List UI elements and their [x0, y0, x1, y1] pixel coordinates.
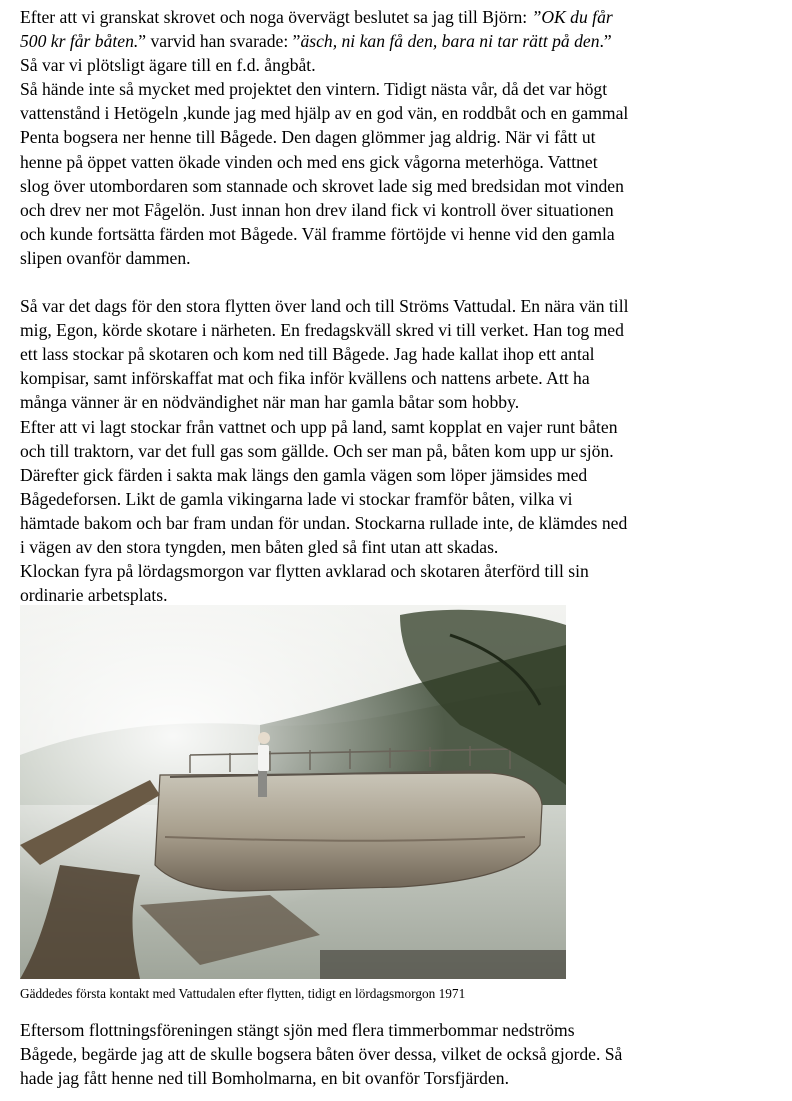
- text-line: Eftersom flottningsföreningen stängt sjön med flera timmerbommar nedströms: [20, 1020, 575, 1040]
- text-line: Så var det dags för den stora flytten över land och till Ströms Vattudal. En nära vän till: [20, 296, 629, 317]
- boat-photo: [20, 605, 566, 979]
- quote-italic: 500 kr får båten.: [20, 31, 139, 52]
- page-bottom: [20, 1018, 780, 1090]
- quote-italic: ”OK du får: [531, 7, 613, 27]
- photo-caption: Gäddedes första kontakt med Vattudalen efter flytten, tidigt en lördagsmorgon 1971: [20, 986, 466, 1001]
- text-line: ordinarie arbetsplats.: [20, 585, 168, 606]
- text-line: hämtade bakom och bar fram undan för undan. Stockarna rullade inte, de klämdes ned: [20, 512, 628, 533]
- text-line: hade jag fått henne ned till Bomholmarna, en bit ovanför Torsfjärden.: [20, 1068, 509, 1089]
- text-line: Så hände inte så mycket med projektet den vintern. Tidigt nästa vår, då det var högt: [20, 79, 608, 100]
- boat-photo-image: [20, 605, 566, 979]
- text-line: henne på öppet vatten ökade vinden och med ens gick vågorna meterhöga. Vattnet: [20, 151, 598, 172]
- text-line: ett lass stockar på skotaren och kom ned till Bågede. Jag hade kallat ihop ett antal: [20, 344, 595, 365]
- text-line: vattenstånd i Hetögeln ,kunde jag med hjälp av en god vän, en roddbåt och en gammal: [20, 103, 629, 124]
- text-line: Efter att vi lagt stockar från vattnet och upp på land, samt kopplat en vajer runt båten: [20, 416, 618, 437]
- text-line: Bågede, begärde jag att de skulle bogsera båten över dessa, vilket de också gjorde. Så: [20, 1044, 623, 1065]
- text-line: Klockan fyra på lördagsmorgon var flytten avklarad och skotaren återförd till sin: [20, 561, 589, 582]
- text-run: Efter att vi granskat skrovet och noga övervägt beslutet sa jag till Björn:: [20, 7, 532, 27]
- quote-italic: äsch, ni kan få den, bara ni tar rätt på den: [300, 31, 600, 52]
- text-line: och drev ner mot Fågelön. Just innan hon drev iland fick vi kontroll över situationen: [20, 199, 614, 220]
- text-line: kompisar, samt införskaffat mat och fika inför kvällens och nattens arbete. Att ha: [20, 368, 590, 389]
- paragraph-spacer: [20, 270, 780, 294]
- text-line: Så var vi plötsligt ägare till en f.d. ångbåt.: [20, 55, 316, 76]
- text-line: [20, 5, 780, 29]
- text-line: Bågedeforsen. Likt de gamla vikingarna lade vi stockar framför båten, vilka vi: [20, 488, 573, 509]
- text-line: slog över utombordaren som stannade och skrovet lade sig med bredsidan mot vinden: [20, 175, 624, 196]
- text-run: .”: [599, 31, 612, 52]
- paragraph-towing: [20, 77, 780, 270]
- paragraph-move: [20, 294, 780, 607]
- text-run: ” varvid han svarade: ”: [138, 31, 301, 52]
- text-line: många vänner är en nödvändighet när man har gamla båtar som hobby.: [20, 392, 520, 413]
- text-line: och till traktorn, var det full gas som gällde. Och ser man på, båten kom upp ur sjön.: [20, 440, 614, 461]
- text-line: Penta bogsera ner henne till Bågede. Den dagen glömmer jag aldrig. När vi fått ut: [20, 127, 596, 148]
- paragraph-purchase: [20, 5, 780, 77]
- text-line: i vägen av den stora tyngden, men båten gled så fint utan att skadas.: [20, 536, 499, 557]
- text-line: slipen ovanför dammen.: [20, 247, 191, 268]
- text-line: [20, 29, 780, 53]
- text-line: Därefter gick färden i sakta mak längs den gamla vägen som löper jämsides med: [20, 464, 588, 485]
- document-page: [20, 5, 780, 607]
- text-line: och kunde fortsätta färden mot Bågede. Väl framme förtöjde vi henne vid den gamla: [20, 223, 615, 244]
- text-line: mig, Egon, körde skotare i närheten. En fredagskväll skred vi till verket. Han tog med: [20, 320, 624, 341]
- paragraph-towing-downstream: [20, 1018, 780, 1090]
